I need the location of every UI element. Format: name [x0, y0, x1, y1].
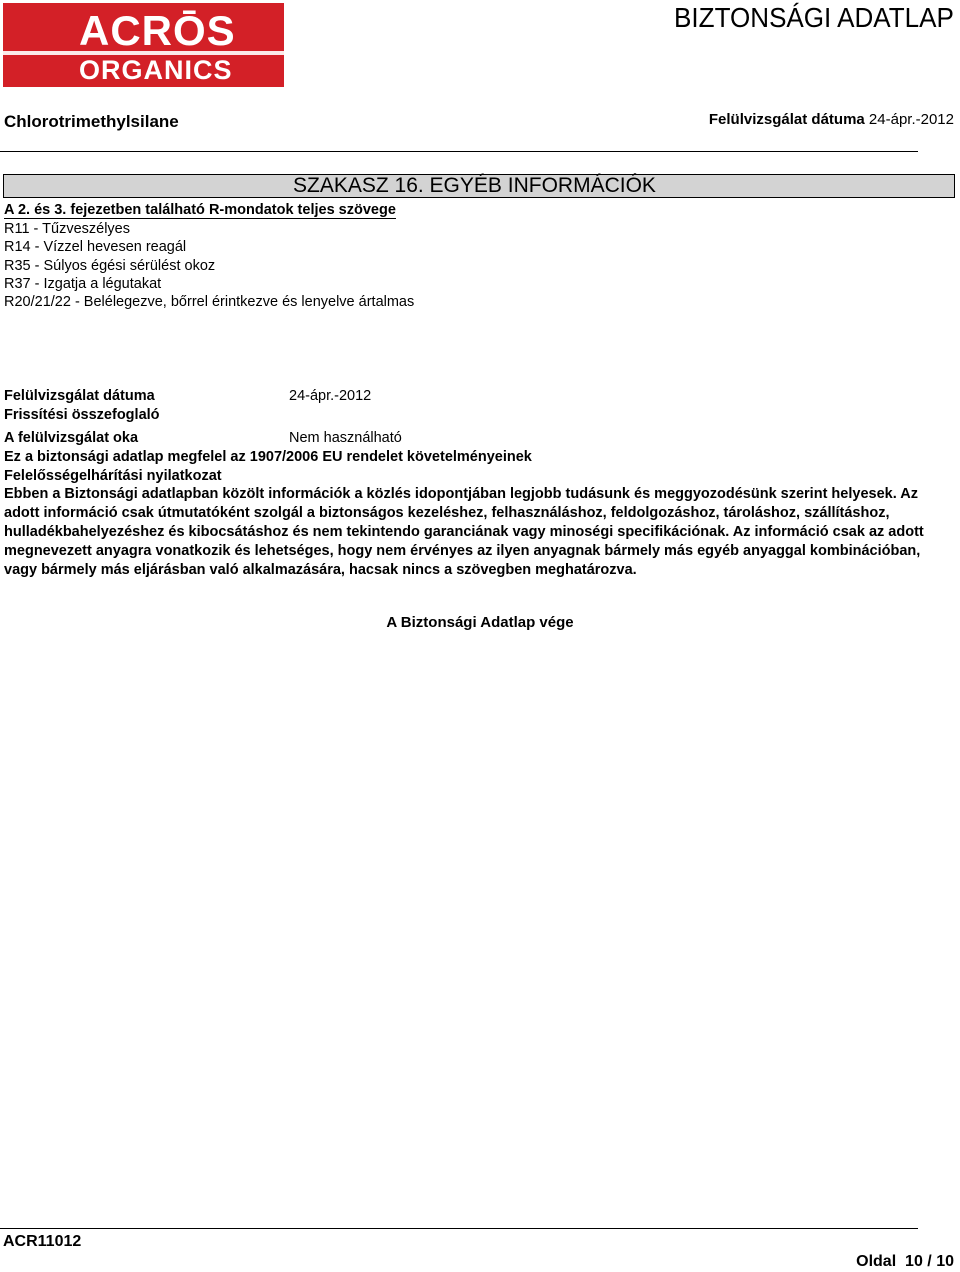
header-revision-value: 24-ápr.-2012	[868, 111, 954, 128]
product-code: ACR11012	[3, 1233, 82, 1250]
acros-organics-logo	[3, 3, 284, 87]
page-separator: /	[927, 1253, 932, 1270]
header-revision-label: Felülvizsgálat dátuma	[708, 111, 865, 128]
page-current: 10	[905, 1253, 923, 1270]
logo-line-2: ORGANICS	[79, 55, 233, 85]
r-phrase-item: R37 - Izgatja a légutakat	[4, 276, 162, 292]
revision-date-value: 24-ápr.-2012	[289, 388, 372, 404]
r-phrase-item: R35 - Súlyos égési sérülést okoz	[4, 258, 216, 274]
logo-line-1: ACRŌS	[79, 7, 236, 54]
end-of-document: A Biztonsági Adatlap vége	[386, 614, 574, 631]
revision-summary-label: Frissítési összefoglaló	[4, 407, 160, 423]
page-total: 10	[936, 1253, 954, 1270]
revision-reason-value: Nem használható	[289, 430, 402, 446]
product-name: Chlorotrimethylsilane	[4, 112, 179, 131]
section-title: SZAKASZ 16. EGYÉB INFORMÁCIÓK	[293, 174, 656, 197]
page-label: Oldal	[856, 1253, 897, 1270]
compliance-statement: Ez a biztonsági adatlap megfelel az 1907/2006 EU rendelet követelményeinek	[4, 449, 532, 465]
r-phrases-heading: A 2. és 3. fejezetben található R-mondatok teljes szövege	[4, 202, 396, 218]
document-title: BIZTONSÁGI ADATLAP	[674, 2, 954, 33]
r-phrase-item: R20/21/22 - Belélegezve, bőrrel érintkezve és lenyelve ártalmas	[4, 294, 415, 310]
disclaimer-text: Ebben a Biztonsági adatlapban közölt információk a közlés idopontjában legjobb tudásunk és meggyozodésünk szerint helyesek. Az adott információ csak útmutatóként szolgál a biztonságos kezeléshez, felhasználáshoz, feldolgozáshoz, tároláshoz, szállításhoz, hulladékbahelyezéshez és kibocsátáshoz és nem tekintendo garanciának vagy minoségi specifikációnak. Az információ csak az adott megnevezett anyagra vonatkozik és lehetséges, hogy nem érvényes az ilyen anyagnak bármely más egyéb anyaggal kombinációban, vagy bármely más eljárásban való alkalmazására, hacsak nincs a szövegben meghatározva.	[4, 486, 924, 578]
revision-reason-label: A felülvizsgálat oka	[4, 430, 139, 446]
revision-date-label: Felülvizsgálat dátuma	[4, 388, 155, 404]
header-divider	[0, 151, 918, 152]
r-phrase-item: R11 - Tűzveszélyes	[4, 221, 130, 237]
header-revision-date	[709, 111, 954, 128]
disclaimer-label: Felelősségelhárítási nyilatkozat	[4, 468, 222, 484]
footer-divider	[0, 1228, 918, 1229]
page-number	[856, 1253, 954, 1271]
r-phrase-item: R14 - Vízzel hevesen reagál	[4, 239, 187, 255]
